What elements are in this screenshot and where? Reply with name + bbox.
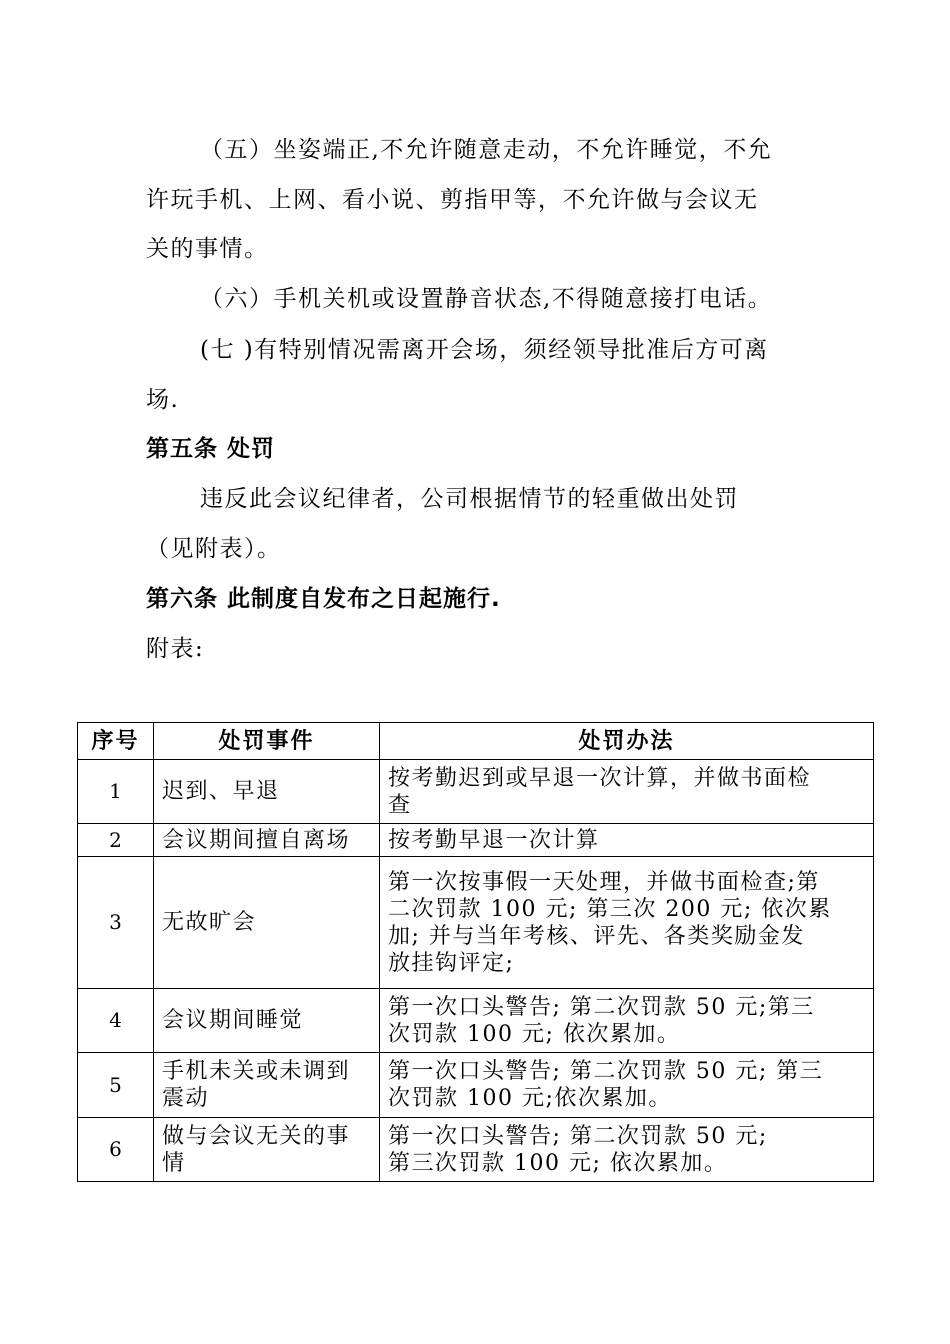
row-method-line: 放挂钩评定; xyxy=(388,950,515,976)
table-row xyxy=(78,824,874,857)
article-5-heading: 第五条 处罚 xyxy=(146,436,276,462)
penalty-table xyxy=(77,722,874,1182)
row-number: 5 xyxy=(78,1053,154,1118)
row-event: 会议期间擅自离场 xyxy=(154,824,380,857)
row-method xyxy=(380,1118,874,1182)
row-method-line: 次罚款 100 元;依次累加。 xyxy=(388,1086,672,1111)
row-number: 4 xyxy=(78,989,154,1053)
article-5-body-line-1: 违反此会议纪律者，公司根据情节的轻重做出处罚 xyxy=(200,486,739,512)
row-number: 3 xyxy=(78,857,154,989)
table-header-row xyxy=(78,723,874,760)
paragraph-rule-6: （六）手机关机或设置静音状态,不得随意接打电话。 xyxy=(200,286,773,312)
row-method-line: 查 xyxy=(388,792,412,818)
article-6-heading: 第六条 此制度自发布之日起施行. xyxy=(146,586,501,612)
row-event: 做与会议无关的事情 xyxy=(154,1118,380,1182)
row-method-line: 次罚款 100 元; 依次累加。 xyxy=(388,1021,681,1047)
row-method xyxy=(380,760,874,824)
row-method-line: 按考勤迟到或早退一次计算，并做书面检 xyxy=(388,765,812,791)
row-method-line: 按考勤早退一次计算 xyxy=(388,827,600,853)
article-5-body-line-2: （见附表）。 xyxy=(146,536,282,562)
row-method xyxy=(380,824,874,857)
paragraph-rule-7-line-1: (七 )有特别情况需离开会场，须经领导批准后方可离 xyxy=(200,337,769,363)
row-event: 手机未关或未调到震动 xyxy=(154,1053,380,1118)
row-method xyxy=(380,1053,874,1118)
row-method-line: 二次罚款 100 元; 第三次 200 元; 依次累 xyxy=(388,896,832,922)
header-serial-number: 序号 xyxy=(78,723,154,760)
row-number: 6 xyxy=(78,1118,154,1182)
row-method-line: 加; 并与当年考核、评先、各类奖励金发 xyxy=(388,923,805,949)
paragraph-rule-5-line-1: （五）坐姿端正,不允许随意走动，不允许睡觉，不允 xyxy=(200,137,773,163)
paragraph-rule-5-line-2: 许玩手机、上网、看小说、剪指甲等，不允许做与会议无 xyxy=(146,187,759,213)
header-penalty-event: 处罚事件 xyxy=(154,723,380,760)
paragraph-rule-7-line-2: 场. xyxy=(146,387,180,413)
row-method-line: 第一次口头警告; 第二次罚款 50 元; 第三 xyxy=(388,1059,824,1084)
row-method-line: 第一次口头警告; 第二次罚款 50 元; xyxy=(388,1123,768,1149)
row-number: 2 xyxy=(78,824,154,857)
table-row xyxy=(78,1118,874,1182)
table-row xyxy=(78,760,874,824)
row-method-line: 第三次罚款 100 元; 依次累加。 xyxy=(388,1150,728,1176)
row-event: 会议期间睡觉 xyxy=(154,989,380,1053)
row-method-line: 第一次口头警告; 第二次罚款 50 元;第三 xyxy=(388,994,815,1020)
row-event: 迟到、早退 xyxy=(154,760,380,824)
appendix-label: 附表: xyxy=(146,636,205,662)
table-row xyxy=(78,857,874,989)
table-row xyxy=(78,989,874,1053)
row-number: 1 xyxy=(78,760,154,824)
row-method xyxy=(380,857,874,989)
row-method-line: 第一次按事假一天处理，并做书面检查;第 xyxy=(388,869,820,895)
header-penalty-method: 处罚办法 xyxy=(380,723,874,760)
paragraph-rule-5-line-3: 关的事情。 xyxy=(146,236,269,262)
row-method xyxy=(380,989,874,1053)
row-event: 无故旷会 xyxy=(154,857,380,989)
table-row xyxy=(78,1053,874,1118)
